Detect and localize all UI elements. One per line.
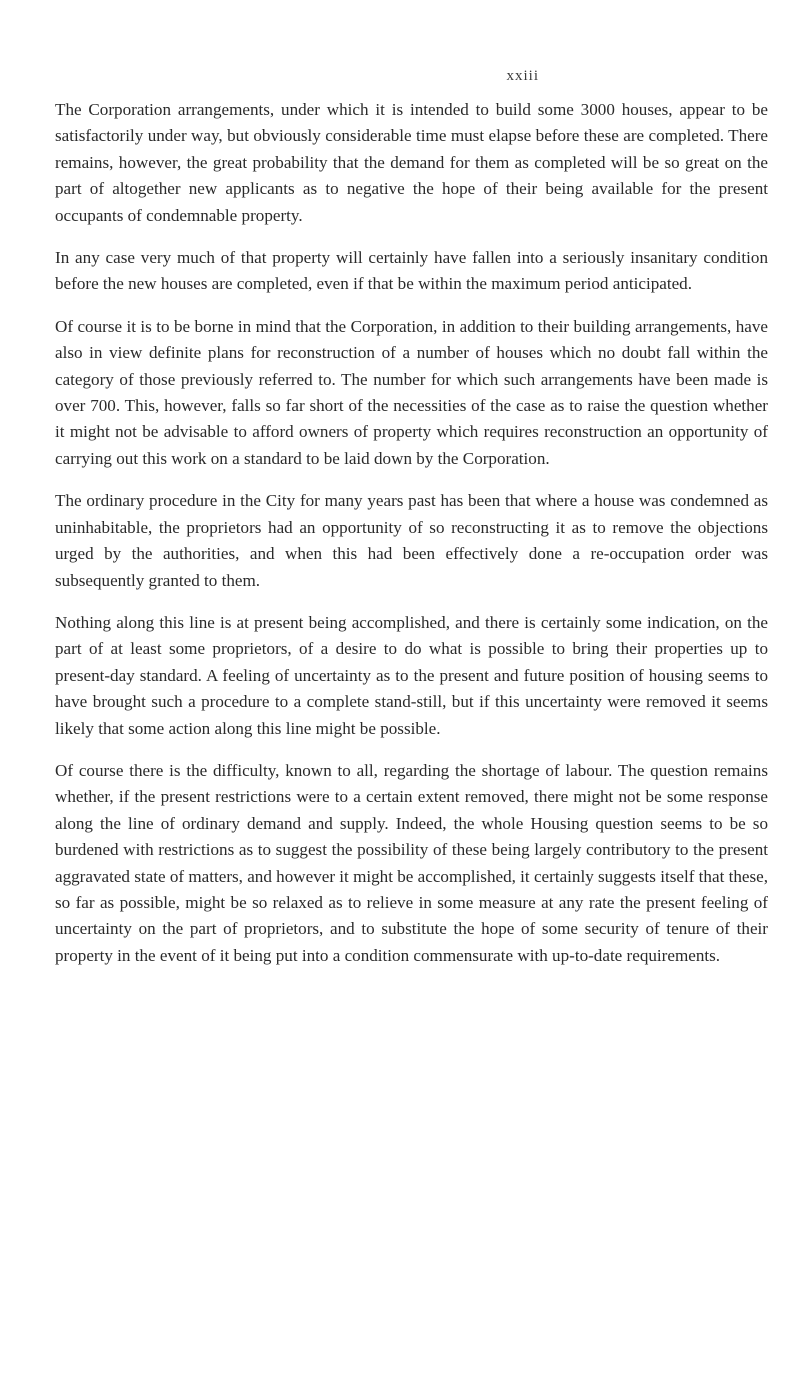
- body-text: [55, 97, 768, 985]
- paragraph-corporation-arrangements: The Corporation arrangements, under which it is intended to build some 3000 houses, appear to be satisfactorily under way, but obviously considerable time must elapse before these are completed. There remains, however, the great probability that the demand for them as completed will be so great on the part of altogether new applicants as to negative the hope of their being available for the present occupants of condemnable property.: [55, 100, 768, 225]
- paragraph-insanitary-condition: In any case very much of that property will certainly have fallen into a seriously insanitary condition before the new houses are completed, even if that be within the maximum period anticipated.: [55, 248, 768, 294]
- paragraph-nothing-accomplished: Nothing along this line is at present being accomplished, and there is certainly some indication, on the part of at least some proprietors, of a desire to do what is possible to bring their properties up to present-day standard. A feeling of uncertainty as to the present and future position of housing seems to have brought such a procedure to a complete stand-still, but if this uncertainty were removed it seems likely that some action along this line might be possible.: [55, 612, 768, 738]
- paragraph-ordinary-procedure: The ordinary procedure in the City for many years past has been that where a house was condemned as uninhabitable, the proprietors had an opportunity of so reconstructing it as to remove the objections urged by the authorities, and when this had been effectively done a re-occupation order was subsequently granted to them.: [55, 491, 768, 590]
- page-number: xxiii: [506, 68, 539, 84]
- paragraph-reconstruction-plans: Of course it is to be borne in mind that the Corporation, in addition to their building arrangements, have also in view definite plans for reconstruction of a number of houses which no doubt fall within the category of those previously referred to. The number for which such arrangements have been made is over 700. This, however, falls so far short of the necessities of the case as to raise the question whether it might not be advisable to afford owners of property which requires reconstruction an opportunity of carrying out this work on a standard to be laid down by the Corporation.: [55, 316, 768, 468]
- paragraph-labour-shortage: Of course there is the difficulty, known to all, regarding the shortage of labour. The question remains whether, if the present restrictions were to a certain extent removed, there might not be some response along the line of ordinary demand and supply. Indeed, the whole Housing question seems to be so burdened with restrictions as to suggest the possibility of these being largely contributory to the present aggravated state of matters, and however it might be accomplished, it certainly suggests itself that these, so far as possible, might be so relaxed as to relieve in some measure at any rate the present feeling of uncertainty on the part of proprietors, and to substitute the hope of some security of tenure of their property in the event of it being put into a condition commensurate with up-to-date requirements.: [55, 760, 768, 965]
